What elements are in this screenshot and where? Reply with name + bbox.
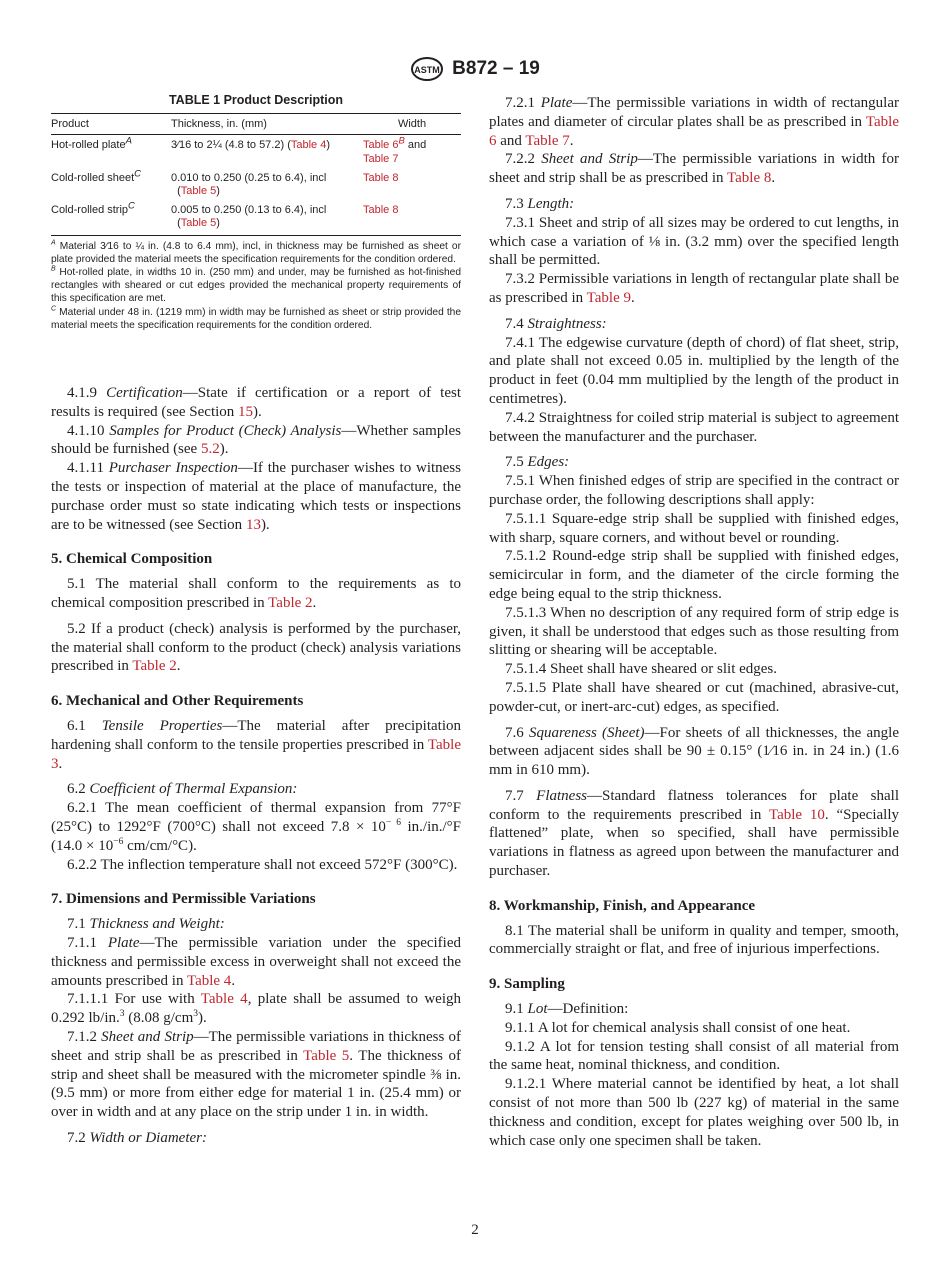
astm-logo-icon bbox=[410, 56, 444, 82]
paragraph-7-6: 7.6 Squareness (Sheet)—For sheets of all thicknesses, the angle between adjacent sides shall be 90 ± 0.15° (1⁄16 in. in 24 in.) (1.6 mm in 610 mm). bbox=[489, 724, 899, 779]
paragraph-7-7: 7.7 Flatness—Standard flatness tolerances for plate shall conform to the requirements prescribed in Table 10. “Specially flattened” plate, when so specified, shall have permissible variations in flatness as agreed upon between the manufacturer and purchaser. bbox=[489, 787, 899, 880]
table-title: TABLE 1 Product Description bbox=[168, 93, 344, 107]
paragraph-7-5-1-4: 7.5.1.4 Sheet shall have sheared or slit edges. bbox=[505, 661, 778, 678]
left-column bbox=[51, 94, 461, 1148]
column-header-width: Width bbox=[363, 114, 461, 135]
paragraph-7-5-1-2: 7.5.1.2 Round-edge strip shall be supplied with finished edges, semicircular in form, and the diameter of the circle forming the edge being equal to the strip thickness. bbox=[489, 548, 899, 602]
section-15-link[interactable]: 15 bbox=[238, 403, 254, 420]
column-header-product: Product bbox=[51, 114, 171, 135]
paragraph-7-5: 7.5 Edges: bbox=[505, 454, 570, 471]
table-2-link[interactable]: Table 2 bbox=[132, 658, 177, 675]
paragraph-7-3-1: 7.3.1 Sheet and strip of all sizes may be ordered to cut lengths, in which case a variation of ⅛ in. (3.2 mm) over the specified length shall be permitted. bbox=[489, 214, 899, 269]
svg-text:ASTM: ASTM bbox=[414, 65, 440, 75]
table-5-link[interactable]: Table 5 bbox=[180, 185, 217, 198]
table-10-link[interactable]: Table 10 bbox=[768, 806, 825, 823]
table-8-link[interactable]: Table 8 bbox=[363, 204, 399, 217]
product-cell: Hot-rolled plate$^A$ bbox=[51, 135, 132, 152]
paragraph-6-2-2: 6.2.2 The inflection temperature shall not exceed 572°F (300°C). bbox=[67, 856, 458, 873]
table-8-link[interactable]: Table 8 bbox=[363, 171, 399, 184]
table-row bbox=[51, 168, 461, 200]
table-9-link[interactable]: Table 9 bbox=[586, 289, 631, 306]
table-header-row bbox=[51, 114, 461, 135]
product-cell: Cold-rolled strip$^C$ bbox=[51, 200, 171, 235]
paragraph-4-1-9: 4.1.9 Certification—State if certification or a report of test results is required (see Section 15). bbox=[51, 385, 461, 420]
width-cell: Table $6^B$ and Table 7 bbox=[363, 135, 427, 165]
paragraph-7-5-1-5: 7.5.1.5 Plate shall have sheared or cut (machined, abrasive-cut, powder-cut, or inert-arc-cut) edges, as specified. bbox=[489, 679, 899, 715]
thickness-cell: 0.005 to 0.250 (0.13 to 6.4), incl (Table 5) bbox=[171, 200, 363, 235]
paragraph-7-5-1: 7.5.1 When finished edges of strip are specified in the contract or purchase order, the following descriptions shall apply: bbox=[489, 473, 899, 508]
paragraph-7-1-2: 7.1.2 Sheet and Strip—The permissible variations in thickness of sheet and strip shall be as prescribed in Table 5. The thickness of strip and sheet shall be measured with the micrometer spindle ⅜ in. (9.5 mm) or more from either edge for material 1 in. (25.4 mm) or over in width and at any place on the strip under 1 in. in width. bbox=[51, 1028, 462, 1121]
table-2-link[interactable]: Table 2 bbox=[268, 595, 313, 612]
table-1 bbox=[51, 94, 461, 332]
paragraph-5-1: 5.1 The material shall conform to the requirements as to chemical composition prescribed in Table 2. bbox=[51, 576, 461, 612]
paragraph-5-2: 5.2 If a product (check) analysis is performed by the purchaser, the material shall conform to the product (check) analysis variations prescribed in Table 2. bbox=[51, 620, 461, 675]
table-footnote: $^C$ Material under 48 in. (1219 mm) in width may be furnished as sheet or strip provided the material meets the specification requirements for the condition ordered. bbox=[51, 305, 461, 331]
product-cell: Cold-rolled sheet$^C$ bbox=[51, 168, 142, 184]
paragraph-7-5-1-1: 7.5.1.1 Square-edge strip shall be supplied with finished edges, with sharp, square corners, and without bevel or rounding. bbox=[489, 510, 899, 546]
paragraph-4-1-11: 4.1.11 Purchaser Inspection—If the purchaser wishes to witness the tests or inspection of material at the place of manufacture, the purchase order must so state indicating which tests or inspections are to be witnessed (see Section 13). bbox=[51, 460, 461, 533]
section-13-link[interactable]: 13 bbox=[245, 516, 261, 533]
paragraph-9-1: 9.1 Lot—Definition: bbox=[505, 1001, 629, 1018]
table-8-link[interactable]: Table 8 bbox=[727, 170, 772, 187]
paragraph-7-2: 7.2 Width or Diameter: bbox=[67, 1129, 207, 1146]
paragraph-7-5-1-3: 7.5.1.3 When no description of any required form of strip edge is given, it shall be understood that edges such as those resulting from slitting or shearing will be acceptable. bbox=[489, 604, 899, 659]
paragraph-7-2-1: 7.2.1 Plate—The permissible variations in width of rectangular plates and diameter of circular plates shall be as prescribed in Table 6 and Table 7. bbox=[489, 95, 899, 149]
paragraph-9-1-2: 9.1.2 A lot for tension testing shall consist of all material from the same heat, nominal thickness, and condition. bbox=[489, 1038, 899, 1074]
paragraph-6-2: 6.2 Coefficient of Thermal Expansion: bbox=[67, 781, 298, 798]
table-5-link[interactable]: Table 5 bbox=[303, 1047, 350, 1064]
page-header bbox=[0, 56, 950, 87]
table-4-link[interactable]: Table 4 bbox=[186, 972, 232, 989]
paragraph-9-1-1: 9.1.1 A lot for chemical analysis shall consist of one heat. bbox=[505, 1019, 851, 1036]
table-footnote: $^B$ Hot-rolled plate, in widths 10 in. (250 mm) and under, may be furnished as hot-finished rectangles with sheared or cut edges provided the mechanical property requirements of this specification are met. bbox=[51, 265, 461, 305]
paragraph-9-1-2-1: 9.1.2.1 Where material cannot be identified by heat, a lot shall consist of not more than 500 lb (227 kg) of material in the same thickness and condition, except for plates weighing over 500 lb, in which case only one specimen shall be taken. bbox=[489, 1076, 899, 1149]
paragraph-7-4-1: 7.4.1 The edgewise curvature (depth of chord) of flat sheet, strip, and plate shall not exceed 0.05 in. multiplied by the length of the product in feet (0.04 mm multiplied by the length of the product in centimetres). bbox=[489, 334, 899, 407]
right-column bbox=[489, 94, 899, 1150]
table-5-link[interactable]: Table 5 bbox=[180, 217, 217, 230]
table-7-link[interactable]: Table 7 bbox=[525, 132, 570, 149]
paragraph-7-1-1-1: 7.1.1.1 For use with Table 4, plate shall be assumed to weigh 0.292 lb/in.$^3$ (8.08 $g/cm^3$). bbox=[51, 991, 461, 1027]
paragraph-7-2-2: 7.2.2 Sheet and Strip—The permissible variations in width for sheet and strip shall be as prescribed in Table 8. bbox=[489, 151, 900, 187]
section-heading-7: 7. Dimensions and Permissible Variations bbox=[51, 891, 316, 908]
table-footnote: $^A$ Material 3⁄16 to ¼ in. (4.8 to 6.4 mm), incl, in thickness may be furnished as sheet or plate provided the material meets the specification requirements for the condition ordered. bbox=[51, 239, 461, 265]
section-heading-8: 8. Workmanship, Finish, and Appearance bbox=[489, 897, 756, 914]
paragraph-7-4: 7.4 Straightness: bbox=[505, 315, 607, 332]
paragraph-6-1: 6.1 Tensile Properties—The material after precipitation hardening shall conform to the tensile properties prescribed in Table 3. bbox=[51, 718, 461, 772]
table-row bbox=[51, 200, 461, 235]
table-6-link[interactable]: Table 6 bbox=[489, 113, 899, 149]
paragraph-7-4-2: 7.4.2 Straightness for coiled strip material is subject to agreement between the manufacturer and the purchaser. bbox=[489, 409, 899, 445]
table-7-link[interactable]: Table 7 bbox=[363, 152, 399, 165]
paragraph-8-1: 8.1 The material shall be uniform in quality and temper, smooth, commercially straight or flat, and free of injurious imperfections. bbox=[489, 922, 899, 958]
table-row bbox=[51, 135, 461, 168]
column-header-thickness: Thickness, in. (mm) bbox=[171, 114, 363, 135]
paragraph-4-1-10: 4.1.10 Samples for Product (Check) Analysis—Whether samples should be furnished (see 5.2). bbox=[51, 422, 462, 458]
paragraph-6-2-1: 6.2.1 The mean coefficient of thermal expansion from 77°F (25°C) to 1292°F (700°C) shall not exceed $7.8 \times 10^{- 6}$ in./in./°F ($14.0 \times 10^{-6}$ cm/cm/°C). bbox=[51, 800, 462, 854]
section-heading-6: 6. Mechanical and Other Requirements bbox=[51, 693, 304, 710]
table-3-link[interactable]: Table 3 bbox=[51, 736, 461, 772]
section-heading-5: 5. Chemical Composition bbox=[51, 551, 213, 568]
width-cell bbox=[363, 200, 461, 235]
document-id: B872 – 19 bbox=[452, 58, 540, 79]
paragraph-7-3-2: 7.3.2 Permissible variations in length of rectangular plate shall be as prescribed in Table 9. bbox=[489, 271, 899, 306]
thickness-cell: 0.010 to 0.250 (0.25 to 6.4), incl (Table 5) bbox=[171, 171, 327, 198]
table-4-link[interactable]: Table 4 bbox=[290, 139, 327, 152]
paragraph-7-1-1: 7.1.1 Plate—The permissible variation under the specified thickness and permissible excess in overweight shall not exceed the amounts prescribed in Table 4. bbox=[51, 934, 461, 989]
page-number: 2 bbox=[471, 1222, 479, 1238]
section-5-2-link[interactable]: 5.2 bbox=[200, 441, 220, 458]
paragraph-7-1: 7.1 Thickness and Weight: bbox=[67, 916, 225, 933]
section-heading-9: 9. Sampling bbox=[489, 976, 565, 993]
thickness-cell: 3⁄16 to 2¼ (4.8 to 57.2) (Table 4) bbox=[171, 139, 331, 152]
width-cell bbox=[363, 168, 461, 200]
table-6-link[interactable]: Table 6 bbox=[363, 139, 399, 152]
table-4-link[interactable]: Table 4 bbox=[200, 991, 248, 1008]
paragraph-7-3: 7.3 Length: bbox=[505, 195, 575, 212]
